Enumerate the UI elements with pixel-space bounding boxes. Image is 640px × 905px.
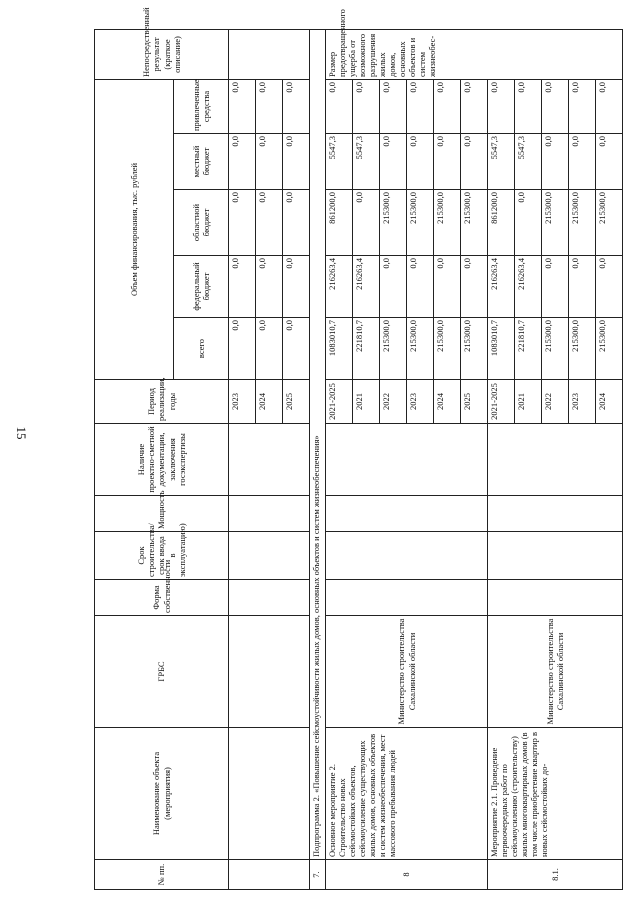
period-cell: 2024: [596, 380, 623, 424]
total-cell: 215300,0: [407, 318, 434, 380]
local-cell: 0,0: [542, 134, 569, 190]
row-num: 8.1.: [488, 860, 623, 890]
regional-cell: 861200,0: [326, 190, 353, 256]
measure-name: Мероприятие 2.1. Проведение первоочередных работ по сейсмоусилению (строительству) жилых многоквартирных домов (в том числе приобретение квартир в новых сейсмостойких до-: [488, 728, 623, 860]
regional-cell: 0,0: [256, 190, 283, 256]
table-header: [95, 7, 229, 889]
local-cell: 5547,3: [488, 134, 515, 190]
regional-cell: 0,0: [229, 190, 256, 256]
local-cell: 0,0: [434, 134, 461, 190]
attracted-cell: 0,0: [569, 79, 596, 133]
total-cell: 221810,7: [515, 318, 542, 380]
subprogram-title: Подпрограмма 2. «Повышение сейсмоустойчивости жилых домов, основных объектов и систем жизнеобеспечения»: [310, 29, 326, 859]
local-cell: 0,0: [596, 134, 623, 190]
col-period-header: Период реализации, годы: [95, 380, 229, 424]
table-row: [488, 29, 515, 889]
period-cell: 2021: [515, 380, 542, 424]
rotated-page: [94, 7, 612, 890]
page-number: 15: [14, 426, 29, 440]
regional-cell: 861200,0: [488, 190, 515, 256]
total-cell: 215300,0: [569, 318, 596, 380]
col-local-header: местный бюджет: [174, 134, 229, 190]
attracted-cell: 0,0: [488, 79, 515, 133]
table-row: [229, 29, 256, 889]
subprogram-row: [310, 29, 326, 889]
total-cell: 1083010,7: [488, 318, 515, 380]
col-regional-header: областной бюджет: [174, 190, 229, 256]
grbs-cell: Министерство строительства Сахалинской области: [326, 616, 488, 728]
period-cell: 2021-2025: [488, 380, 515, 424]
period-cell: 2021: [353, 380, 380, 424]
total-cell: 221810,7: [353, 318, 380, 380]
local-cell: 0,0: [407, 134, 434, 190]
period-cell: 2023: [229, 380, 256, 424]
result-cell: Размер предотвращенного ущерба от возможного разрушения жилых домов, основных объектов и систем жизнеобес-: [326, 29, 623, 79]
regional-cell: 215300,0: [434, 190, 461, 256]
col-deadline-header: Срок строительства/срок ввода в эксплуатацию): [95, 532, 229, 580]
federal-cell: 0,0: [407, 256, 434, 318]
period-cell: 2024: [256, 380, 283, 424]
col-design-docs-header: Наличие проектно-сметной документации, заключения госэкспертизы: [95, 424, 229, 496]
federal-cell: 0,0: [256, 256, 283, 318]
federal-cell: 216263,4: [515, 256, 542, 318]
col-name-header: Наименование объекта (мероприятия): [95, 728, 229, 860]
total-cell: 215300,0: [461, 318, 488, 380]
subprogram-num: 7.: [310, 860, 326, 890]
regional-cell: 215300,0: [407, 190, 434, 256]
attracted-cell: 0,0: [283, 79, 310, 133]
col-attracted-header: привлеченные средства: [174, 79, 229, 133]
col-result-header: Непосредственный результат (краткое описание): [95, 29, 229, 79]
federal-cell: 216263,4: [488, 256, 515, 318]
col-total-header: всего: [174, 318, 229, 380]
local-cell: 5547,3: [353, 134, 380, 190]
period-cell: 2023: [407, 380, 434, 424]
period-cell: 2021-2025: [326, 380, 353, 424]
local-cell: 0,0: [229, 134, 256, 190]
total-cell: 215300,0: [596, 318, 623, 380]
attracted-cell: 0,0: [326, 79, 353, 133]
local-cell: 0,0: [569, 134, 596, 190]
attracted-cell: 0,0: [229, 79, 256, 133]
regional-cell: 215300,0: [542, 190, 569, 256]
regional-cell: 215300,0: [461, 190, 488, 256]
grbs-cell: Министерство строительства Сахалинской области: [488, 616, 623, 728]
period-cell: 2022: [542, 380, 569, 424]
measure-name: Основное мероприятие 2. Строительство новых сейсмостойких объектов, сейсмоусиление существующих жилых домов, основных объектов и систем жизнеобеспечения, мест массового пребывания людей: [326, 728, 488, 860]
local-cell: 0,0: [380, 134, 407, 190]
attracted-cell: 0,0: [461, 79, 488, 133]
federal-cell: 0,0: [380, 256, 407, 318]
attracted-cell: 0,0: [596, 79, 623, 133]
total-cell: 215300,0: [434, 318, 461, 380]
period-cell: 2023: [569, 380, 596, 424]
total-cell: 1083010,7: [326, 318, 353, 380]
local-cell: 5547,3: [515, 134, 542, 190]
table-row: [326, 29, 353, 889]
federal-cell: 0,0: [229, 256, 256, 318]
regional-cell: 0,0: [515, 190, 542, 256]
total-cell: 0,0: [256, 318, 283, 380]
total-cell: 215300,0: [542, 318, 569, 380]
attracted-cell: 0,0: [380, 79, 407, 133]
attracted-cell: 0,0: [407, 79, 434, 133]
col-federal-header: федеральный бюджет: [174, 256, 229, 318]
period-cell: 2025: [283, 380, 310, 424]
regional-cell: 0,0: [353, 190, 380, 256]
attracted-cell: 0,0: [542, 79, 569, 133]
federal-cell: 216263,4: [326, 256, 353, 318]
total-cell: 215300,0: [380, 318, 407, 380]
local-cell: 5547,3: [326, 134, 353, 190]
federal-cell: 0,0: [283, 256, 310, 318]
local-cell: 0,0: [461, 134, 488, 190]
federal-cell: 0,0: [596, 256, 623, 318]
regional-cell: 215300,0: [380, 190, 407, 256]
regional-cell: 0,0: [283, 190, 310, 256]
local-cell: 0,0: [256, 134, 283, 190]
federal-cell: 216263,4: [353, 256, 380, 318]
total-cell: 0,0: [283, 318, 310, 380]
period-cell: 2022: [380, 380, 407, 424]
attracted-cell: 0,0: [353, 79, 380, 133]
row-num: 8: [326, 860, 488, 890]
total-cell: 0,0: [229, 318, 256, 380]
federal-cell: 0,0: [461, 256, 488, 318]
local-cell: 0,0: [283, 134, 310, 190]
col-capacity-header: Мощность: [95, 496, 229, 532]
regional-cell: 215300,0: [569, 190, 596, 256]
col-num-header: № пп.: [95, 860, 229, 890]
regional-cell: 215300,0: [596, 190, 623, 256]
attracted-cell: 0,0: [256, 79, 283, 133]
period-cell: 2024: [434, 380, 461, 424]
col-grbs-header: ГРБС: [95, 616, 229, 728]
financing-table: [94, 7, 623, 890]
federal-cell: 0,0: [569, 256, 596, 318]
federal-cell: 0,0: [434, 256, 461, 318]
federal-cell: 0,0: [542, 256, 569, 318]
col-funding-header: Объем финансирования, тыс. рублей: [95, 79, 174, 379]
attracted-cell: 0,0: [515, 79, 542, 133]
period-cell: 2025: [461, 380, 488, 424]
col-ownership-header: Форма собственности: [95, 580, 229, 616]
attracted-cell: 0,0: [434, 79, 461, 133]
